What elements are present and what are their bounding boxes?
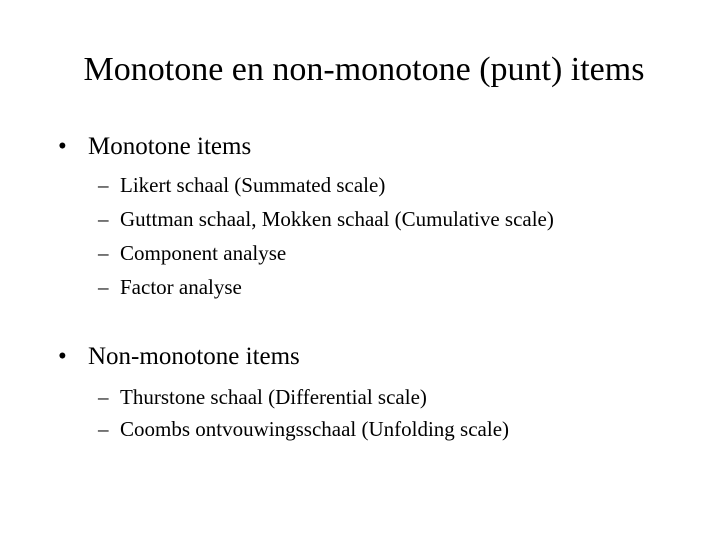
list-item-text: Guttman schaal, Mokken schaal (Cumulative scale) bbox=[120, 207, 554, 231]
dash-marker: – bbox=[98, 417, 109, 441]
bullet-dot: • bbox=[58, 133, 67, 160]
list-item bbox=[98, 168, 554, 202]
list-item-text: Likert schaal (Summated scale) bbox=[120, 173, 386, 197]
non-monotone-sub-list bbox=[98, 381, 509, 445]
list-item bbox=[98, 381, 509, 413]
list-item-text: Thurstone schaal (Differential scale) bbox=[120, 385, 427, 409]
list-item bbox=[98, 202, 554, 236]
list-item-text: Component analyse bbox=[120, 241, 287, 265]
bullet-heading: Non-monotone items bbox=[88, 343, 300, 370]
dash-marker: – bbox=[98, 385, 109, 409]
monotone-sub-list bbox=[98, 168, 554, 304]
list-item bbox=[98, 413, 509, 445]
list-item bbox=[98, 270, 554, 304]
dash-marker: – bbox=[98, 207, 109, 231]
dash-marker: – bbox=[98, 241, 109, 265]
list-item-text: Coombs ontvouwingsschaal (Unfolding scale) bbox=[120, 417, 510, 441]
bullet-heading: Monotone items bbox=[88, 133, 252, 160]
slide-title: Monotone en non-monotone (punt) items bbox=[83, 51, 645, 88]
dash-marker: – bbox=[98, 173, 109, 197]
dash-marker: – bbox=[98, 275, 109, 299]
list-item bbox=[98, 236, 554, 270]
bullet-monotone-items bbox=[58, 132, 251, 162]
bullet-non-monotone-items bbox=[58, 342, 300, 372]
list-item-text: Factor analyse bbox=[120, 275, 242, 299]
bullet-dot: • bbox=[58, 343, 67, 370]
